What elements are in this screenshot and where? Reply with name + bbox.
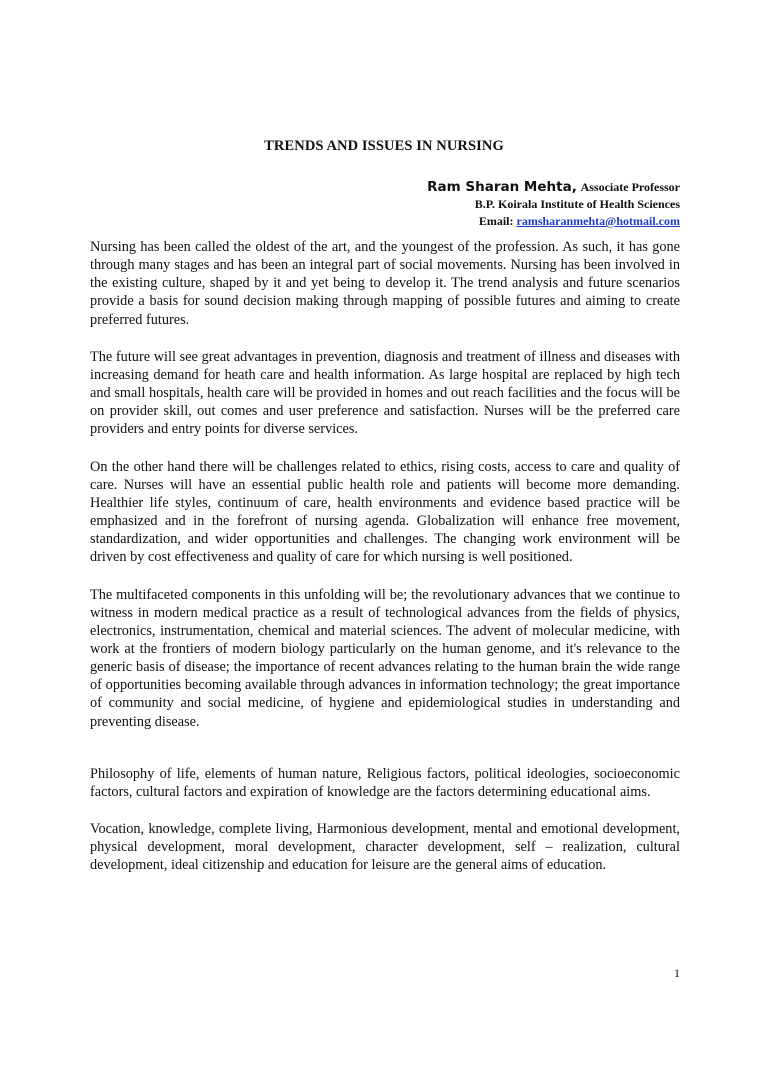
author-institution: B.P. Koirala Institute of Health Sciences — [474, 197, 680, 211]
author-line — [260, 178, 680, 196]
paragraph-intro: Nursing has been called the oldest of the art, and the youngest of the profession. As such, it has gone through many stages and has been an integral part of social movements. Nursing has been involved in the existing culture, shaped by it and yet being to develop it. The trend analysis and future scenarios provide a basis for sound decision making through mapping of possible futures and aiming to create preferred futures. — [90, 239, 680, 328]
paragraph-philosophy: Philosophy of life, elements of human nature, Religious factors, political ideologies, socioeconomic factors, cultural factors and expiration of knowledge are the factors determining educational aims. — [90, 765, 680, 800]
author-name: Ram Sharan Mehta, — [427, 179, 577, 195]
paragraph-components: The multifaceted components in this unfolding will be; the revolutionary advances that we continue to witness in modern medical practice as a result of technological advances from the fields of physics, electronics, instrumentation, chemical and material sciences. The advent of molecular medicine, with work at the frontiers of modern biology particularly on the human genome, and it's relevance to the generic basis of disease; the importance of recent advances relating to the human brain the wide range of opportunities becoming available through advances in information technology; the great importance of community and social medicine, of hygiene and epidemiological studies in understanding and preventing disease. — [90, 586, 680, 730]
paragraph-future: The future will see great advantages in prevention, diagnosis and treatment of illness and diseases with increasing demand for heath care and health information. As large hospital are replaced by high tech and small hospitals, health care will be provided in homes and out reach facilities and the focus will be on provider skill, out comes and user preference and satisfaction. Nurses will be the preferred care providers and entry points for diverse services. — [90, 348, 680, 438]
author-block — [260, 178, 680, 230]
page-number: 1 — [674, 966, 680, 980]
email-link[interactable]: ramsharanmehta@hotmail.com — [516, 214, 680, 228]
email-label: Email: — [478, 214, 514, 228]
paragraph-challenges: On the other hand there will be challenges related to ethics, rising costs, access to care and quality of care. Nurses will have an essential public health role and patients will become more demanding. Healthier life styles, continuum of care, health environments and evidence based practice will be emphasized and in the forefront of nursing agenda. Globalization will enhance free movement, standardization, and wider opportunities and challenges. The changing work environment will be driven by cost effectiveness and quality of care for which nursing is well positioned. — [90, 458, 680, 566]
author-email-line — [260, 213, 680, 230]
document-title: TRENDS AND ISSUES IN NURSING — [264, 138, 504, 154]
document-body — [90, 238, 680, 894]
paragraph-aims: Vocation, knowledge, complete living, Harmonious development, mental and emotional development, physical development, moral development, character development, self – realization, cultural development, ideal citizenship and education for leisure are the general aims of education. — [90, 821, 680, 874]
author-role: Associate Professor — [580, 180, 680, 194]
